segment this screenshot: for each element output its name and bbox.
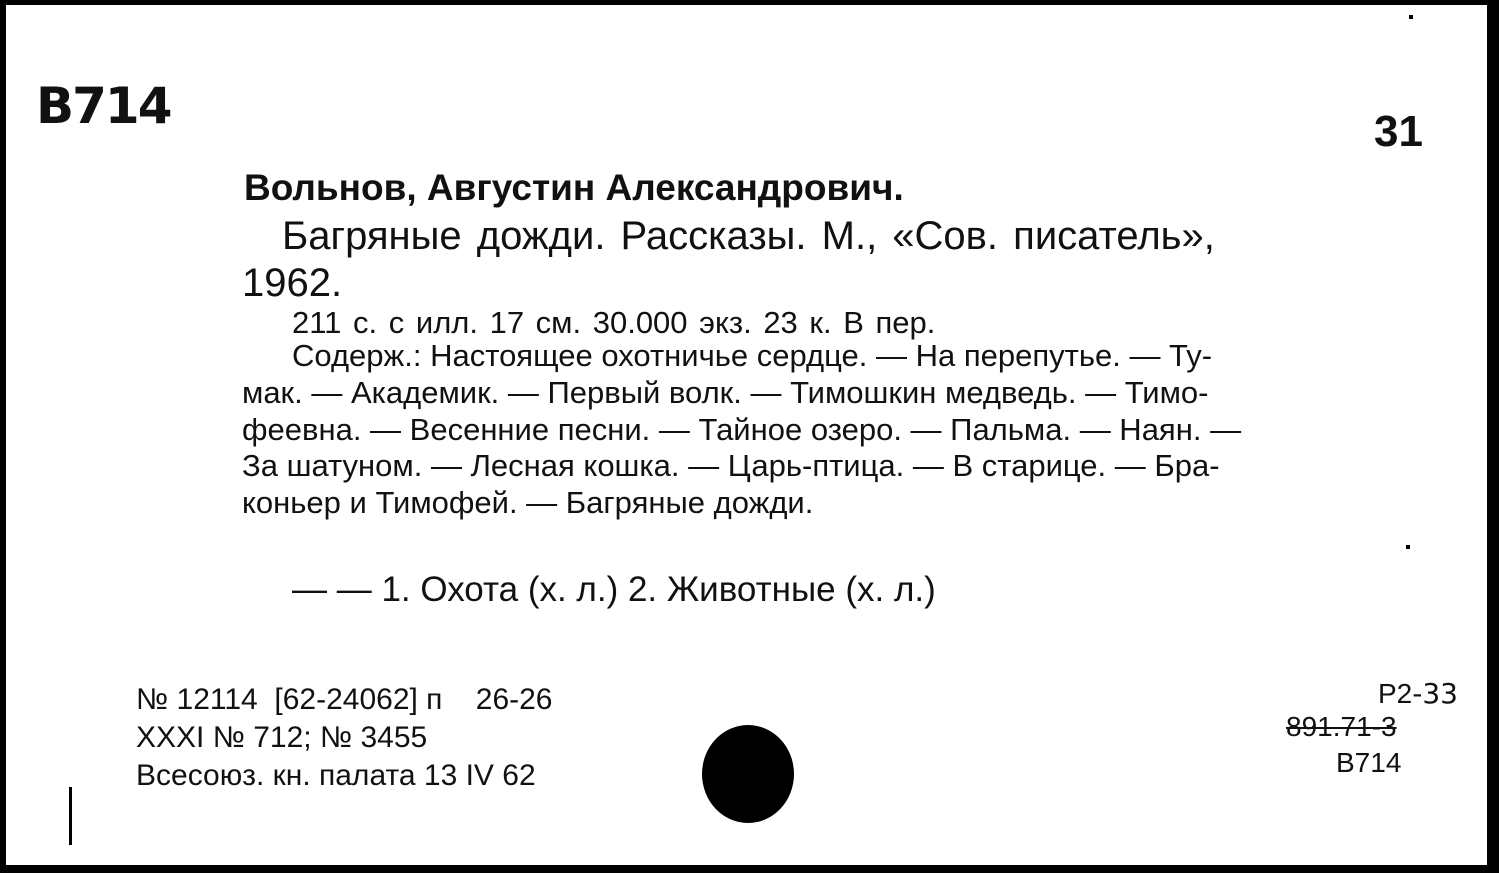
- contents-line-2: мак. — Академик. — Первый волк. — Тимошкин медведь. — Тимо-: [242, 375, 1209, 410]
- struck-classification: 891.71-3: [1286, 711, 1397, 742]
- classification-code-handwritten: -33: [1412, 677, 1458, 710]
- contents-line-3: феевна. — Весенние песни. — Тайное озеро. — Пальма. — Наян. —: [242, 412, 1242, 447]
- shelf-call-number: В714: [1336, 747, 1402, 778]
- contents-line-4: За шатуном. — Лесная кошка. — Царь-птица. — В старице. — Бра-: [242, 448, 1220, 483]
- title-line-1: Багряные дожди. Рассказы. М., «Сов. писатель»,: [282, 214, 1215, 258]
- imprint-line-2: XXXI № 712; № 3455: [136, 721, 428, 754]
- card-number: 31: [1374, 107, 1423, 156]
- punch-hole: [702, 725, 794, 823]
- classification-code-printed: Р2: [1378, 678, 1413, 709]
- speck-mark: [1409, 15, 1413, 19]
- contents-line-5: коньер и Тимофей. — Багряные дожди.: [242, 485, 814, 520]
- handwritten-call-number: B714: [36, 77, 171, 135]
- imprint-line-3: Всесоюз. кн. палата 13 IV 62: [136, 759, 536, 792]
- imprint-line-1: № 12114 [62-24062] п 26-26: [136, 683, 553, 716]
- classification-code: [1378, 677, 1458, 710]
- subject-headings: — — 1. Охота (х. л.) 2. Животные (х. л.): [292, 570, 936, 609]
- title-line-2: 1962.: [242, 261, 343, 305]
- physical-description: 211 с. с илл. 17 см. 30.000 экз. 23 к. В пер.: [292, 305, 936, 340]
- speck-mark: [1406, 545, 1410, 549]
- margin-mark: [69, 787, 72, 845]
- author-heading: Вольнов, Августин Александрович.: [244, 167, 904, 208]
- contents-line-1: Содерж.: Настоящее охотничье сердце. — На перепутье. — Ту-: [292, 338, 1213, 373]
- catalog-card: [4, 3, 1489, 867]
